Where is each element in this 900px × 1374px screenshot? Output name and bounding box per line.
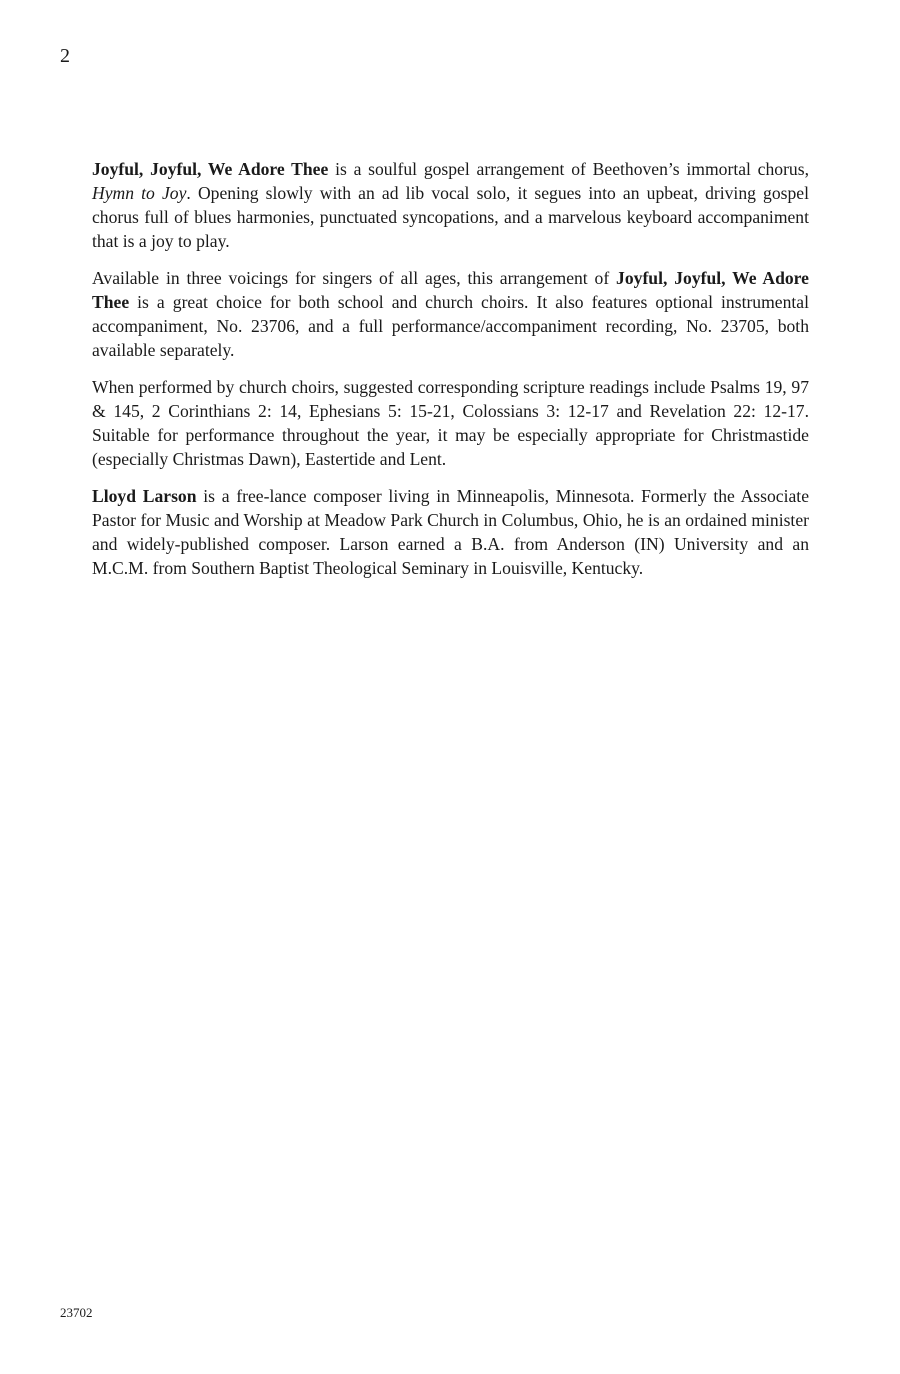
paragraph-text: is a soulful gospel arrangement of Beethoven’s immortal chorus, (328, 159, 809, 179)
paragraph-text: Available in three voicings for singers of all ages, this arrangement of (92, 268, 617, 288)
paragraph-voicings (92, 266, 809, 362)
paragraph-composer-bio (92, 484, 809, 580)
paragraph-text: When performed by church choirs, suggested corresponding scripture readings include Psalms 19, 97 & 145, 2 Corinthians 2: 14, Ephesians 5: 15-21, Colossians 3: 12-17 and Revelation 22: 12-17. Suitable for performance throughout the year, it may be especially appropriate for Christmastide (especially Christmas Dawn), Eastertide and Lent. (92, 377, 809, 469)
song-title: Joyful, Joyful, We Adore Thee (92, 268, 809, 312)
paragraph-text: . Opening slowly with an ad lib vocal solo, it segues into an upbeat, driving gospel chorus full of blues harmonies, punctuated syncopations, and a marvelous keyboard accompaniment that is a joy to play. (92, 183, 809, 251)
song-title: Joyful, Joyful, We Adore Thee (92, 159, 329, 179)
paragraph-text: is a great choice for both school and church choirs. It also features optional instrumental accompaniment, No. 23706, and a full performance/accompaniment recording, No. 23705, both available separately. (92, 292, 809, 360)
catalog-number: 23702 (60, 1305, 93, 1320)
page-number: 2 (60, 45, 70, 67)
body-text (92, 157, 809, 593)
work-title: Hymn to Joy (92, 183, 187, 203)
paragraph-scripture (92, 375, 809, 471)
paragraph-text: is a free-lance composer living in Minneapolis, Minnesota. Formerly the Associate Pastor for Music and Worship at Meadow Park Church in Columbus, Ohio, he is an ordained minister and widely-published composer. Larson earned a B.A. from Anderson (IN) University and an M.C.M. from Southern Baptist Theological Seminary in Louisville, Kentucky. (92, 486, 810, 578)
paragraph-description (92, 157, 809, 253)
composer-name: Lloyd Larson (92, 486, 197, 506)
